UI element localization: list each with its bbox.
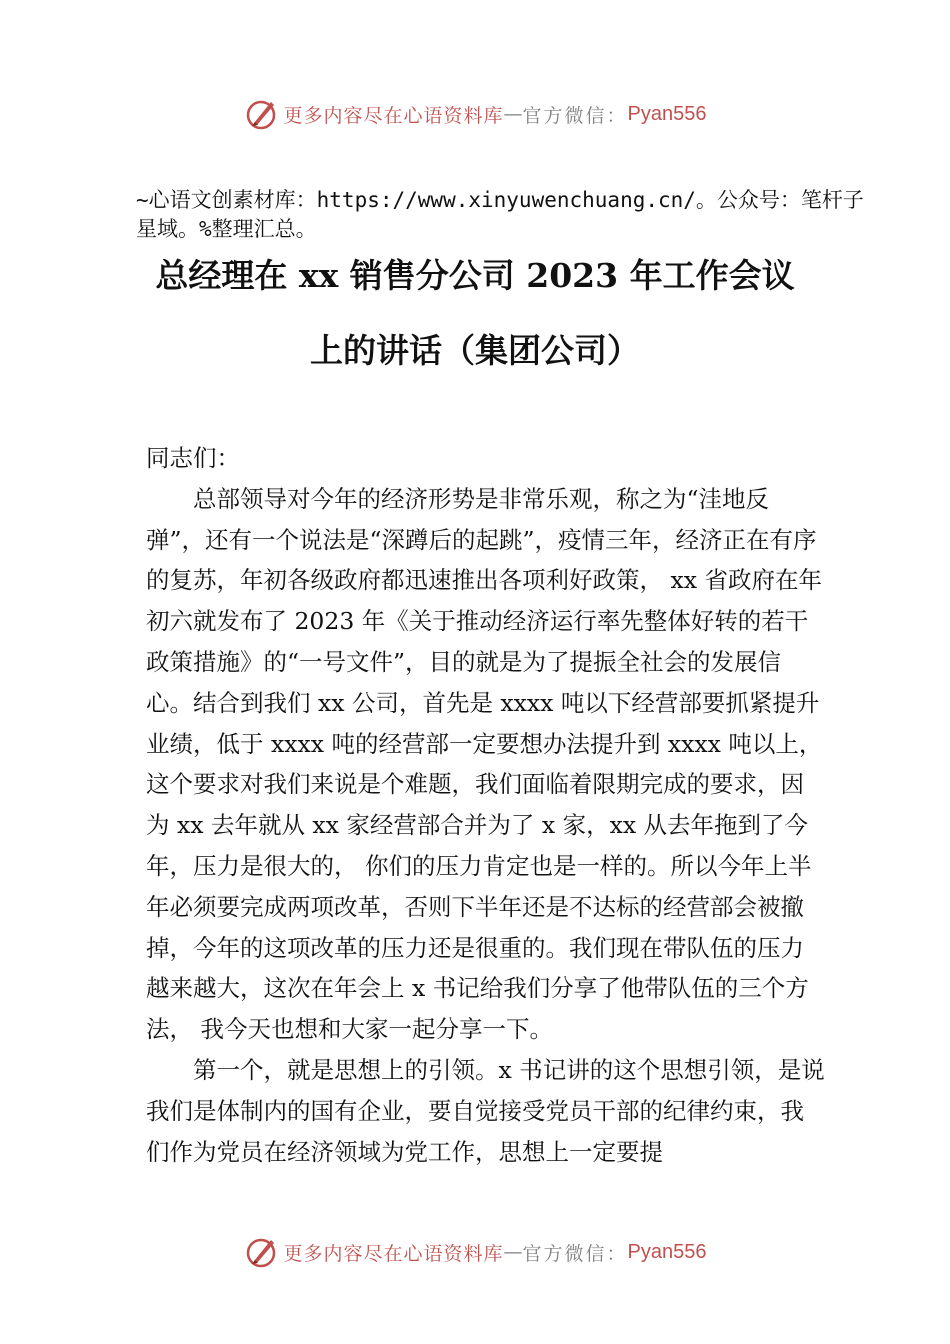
paragraph-1: 总部领导对今年的经济形势是非常乐观，称之为“洼地反弹”，还有一个说法是“深蹲后的起跳”，疫情三年，经济正在有序的复苏，年初各级政府都迅速推出各项利好政策， xx 省政府在年初六就发布了 2023 年《关于推动经济运行率先整体好转的若干政策措施》的“一号文件”，目的就是为了提振全社会的发展信心。结合到我们 xx 公司，首先是 xxxx 吨以下经营部要抓紧提升业绩，低于 xxxx 吨的经营部一定要想办法提升到 xxxx 吨以上，这个要求对我们来说是个难题，我们面临着限期完成的要求，因为 xx 去年就从 xx 家经营部合并为了 x 家，xx 从去年拖到了今年，压力是很大的， 你们的压力肯定也是一样的。所以今年上半年必须要完成两项改革，否则下半年还是不达标的经营部会被撤掉，今年的这项改革的压力还是很重的。我们现在带队伍的压力越来越大，这次在年会上 x 书记给我们分享了他带队伍的三个方法， 我今天也想和大家一起分享一下。 <box>146 484 823 1044</box>
quill-pen-logo-icon <box>244 1234 280 1270</box>
paragraph-2: 第一个，就是思想上的引领。x 书记讲的这个思想引领，是说我们是体制内的国有企业，要自觉接受党员干部的纪律约束，我们作为党员在经济领域为党工作，思想上一定要提 <box>146 1055 825 1166</box>
banner-site-name: 更多内容尽在心语资料库 <box>283 1242 504 1265</box>
header-banner <box>0 94 950 134</box>
salutation: 同志们： <box>146 444 240 472</box>
banner-separator: — <box>503 103 523 125</box>
document-title-line-2: 上的讲话（集团公司） <box>310 331 640 370</box>
quill-pen-logo-icon <box>244 96 280 132</box>
source-line: ~心语文创素材库：https://www.xinyuwenchuang.cn/。公众号：笔杆子星域。%整理汇总。 <box>136 188 864 241</box>
document-title-line-1: 总经理在 xx 销售分公司 2023 年工作会议 <box>155 256 795 295</box>
banner-wechat-id: Pyan556 <box>627 1240 707 1263</box>
banner-wechat-id: Pyan556 <box>627 102 707 125</box>
footer-banner <box>0 1232 950 1272</box>
document-body <box>146 438 826 1172</box>
banner-wechat-label: 官方微信： <box>522 1242 628 1265</box>
banner-separator: — <box>503 1241 523 1263</box>
banner-wechat-label: 官方微信： <box>522 104 628 127</box>
banner-site-name: 更多内容尽在心语资料库 <box>283 104 504 127</box>
